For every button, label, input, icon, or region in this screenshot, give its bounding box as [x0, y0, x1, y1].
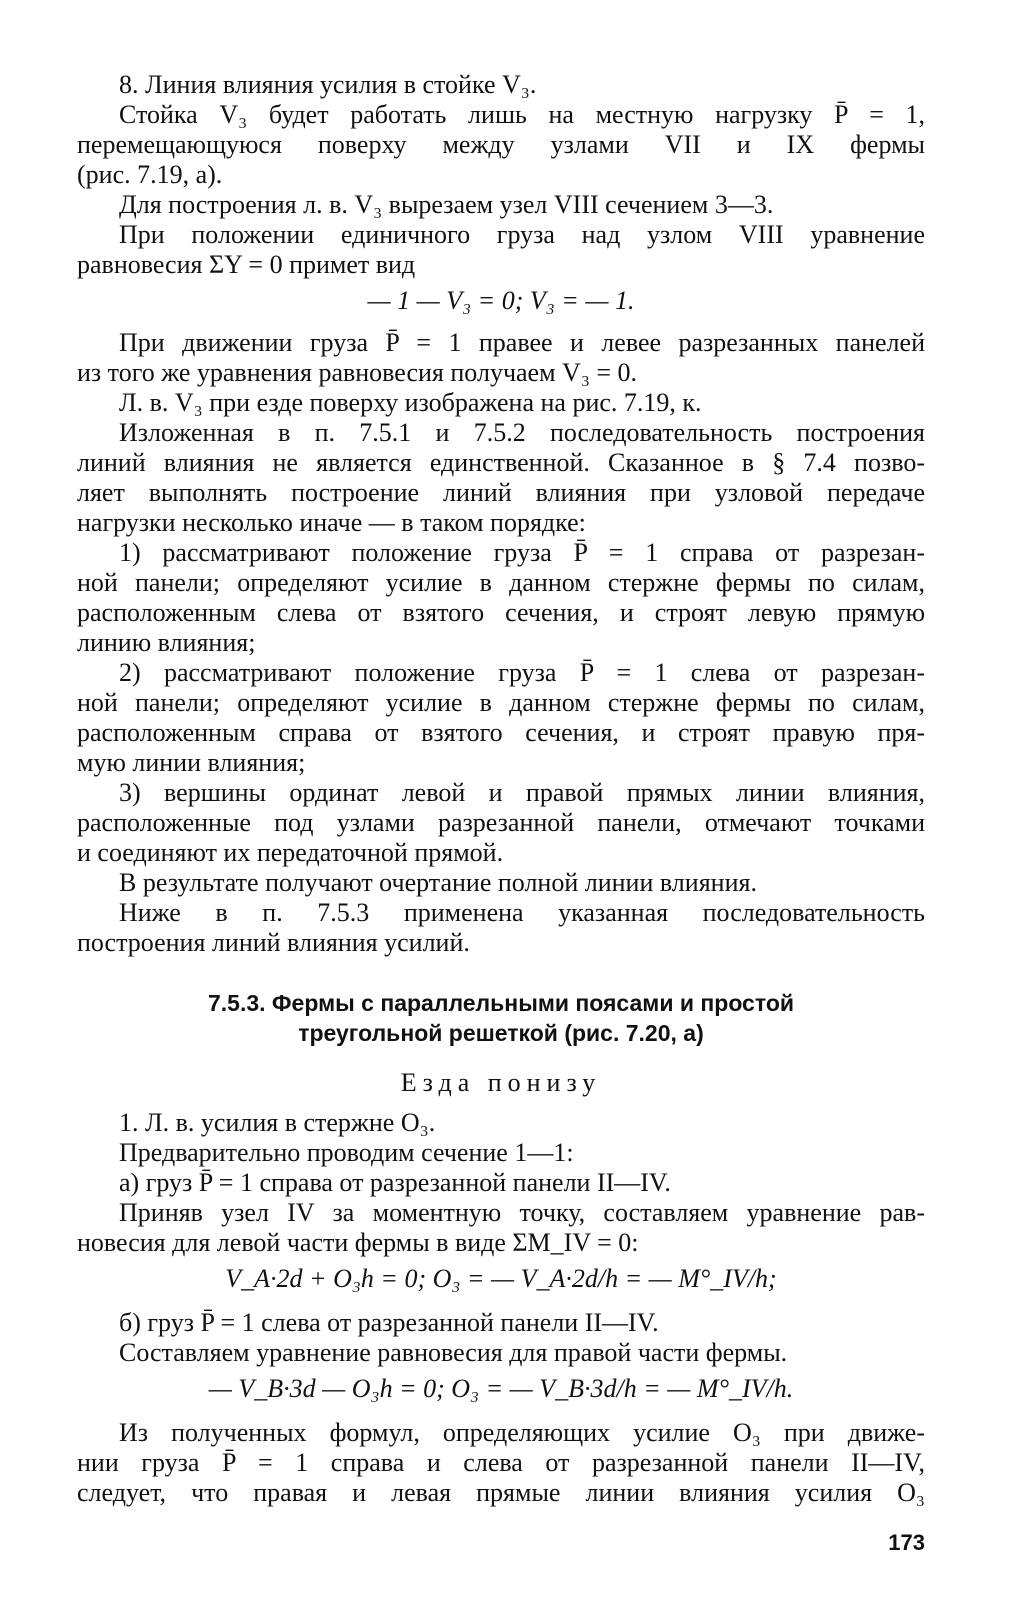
text-line: ной панели; определяют усилие в данном стержне фермы по силам, [77, 688, 925, 717]
text-line: 1) рассматривают положение груза P̄ = 1 справа от разрезан- [119, 538, 925, 567]
text-line: нагрузки несколько иначе — в таком порядке: [77, 508, 586, 537]
text-line: Предварительно проводим сечение 1—1: [119, 1138, 574, 1167]
text-line: Из полученных формул, определяющих усилие O₃ при движе- [119, 1418, 925, 1447]
text-line: 3) вершины ординат левой и правой прямых линии влияния, [119, 778, 925, 807]
text-line: нии груза P̄ = 1 справа и слева от разрезанной панели II—IV, [77, 1448, 925, 1477]
text-line: расположенные под узлами разрезанной панели, отмечают точками [77, 808, 925, 837]
text-line: расположенным справа от взятого сечения, и строят правую пря- [77, 718, 925, 747]
text-line: В результате получают очертание полной линии влияния. [119, 868, 757, 897]
page-number: 173 [888, 1530, 925, 1555]
text-line: При движении груза P̄ = 1 правее и левее разрезанных панелей [119, 328, 925, 357]
text-line: и соединяют их передаточной прямой. [77, 838, 504, 867]
text-line: 8. Линия влияния усилия в стойке V₃. [119, 70, 537, 99]
text-line: Для построения л. в. V₃ вырезаем узел VIII сечением 3—3. [119, 190, 774, 219]
text-line: При положении единичного груза над узлом VIII уравнение [119, 220, 925, 249]
text-line: а) груз P̄ = 1 справа от разрезанной панели II—IV. [119, 1168, 671, 1197]
section-heading: треугольной решеткой (рис. 7.20, а) [298, 1020, 704, 1046]
text-line: из того же уравнения равновесия получаем V₃ = 0. [77, 358, 638, 387]
text-line: линий влияния не является единственной. Сказанное в § 7.4 позво- [77, 448, 925, 477]
text-line: ной панели; определяют усилие в данном стержне фермы по силам, [77, 568, 925, 597]
text-line: Составляем уравнение равновесия для правой части фермы. [119, 1338, 788, 1367]
section-heading: 7.5.3. Фермы с параллельными поясами и простой [207, 990, 795, 1016]
text-line: равновесия ΣY = 0 примет вид [77, 250, 416, 279]
text-line: мую линии влияния; [77, 748, 306, 777]
text-line: Л. в. V₃ при езде поверху изображена на рис. 7.19, к. [119, 388, 702, 417]
subsection-title: Езда понизу [400, 1068, 602, 1097]
text-line: расположенным слева от взятого сечения, и строят левую прямую [77, 598, 925, 627]
equation: — V_B·3d — O₃h = 0; O₃ = — V_B·3d/h = — M°_IV/h. [208, 1374, 794, 1403]
equation: — 1 — V₃ = 0; V₃ = — 1. [367, 286, 635, 315]
text-line: линию влияния; [77, 628, 256, 657]
text-line: Стойка V₃ будет работать лишь на местную нагрузку P̄ = 1, [119, 100, 925, 129]
text-line: перемещающуюся поверху между узлами VII и IX фермы [77, 130, 925, 159]
text-line: (рис. 7.19, а). [77, 160, 223, 189]
text-line: 1. Л. в. усилия в стержне O₃. [119, 1108, 436, 1137]
equation: V_A·2d + O₃h = 0; O₃ = — V_A·2d/h = — M°_IV/h; [225, 1264, 777, 1293]
text-line: 2) рассматривают положение груза P̄ = 1 слева от разрезан- [119, 658, 925, 687]
text-line: Приняв узел IV за моментную точку, составляем уравнение рав- [119, 1198, 925, 1227]
text-line: Изложенная в п. 7.5.1 и 7.5.2 последовательность построения [119, 418, 925, 447]
text-line: следует, что правая и левая прямые линии влияния усилия O₃ [77, 1478, 925, 1507]
text-line: б) груз P̄ = 1 слева от разрезанной панели II—IV. [119, 1308, 659, 1337]
text-line: ляет выполнять построение линий влияния при узловой передаче [77, 478, 925, 507]
text-line: новесия для левой части фермы в виде ΣM_IV = 0: [77, 1228, 639, 1257]
text-line: Ниже в п. 7.5.3 применена указанная последовательность [119, 898, 925, 927]
text-line: построения линий влияния усилий. [77, 928, 470, 957]
